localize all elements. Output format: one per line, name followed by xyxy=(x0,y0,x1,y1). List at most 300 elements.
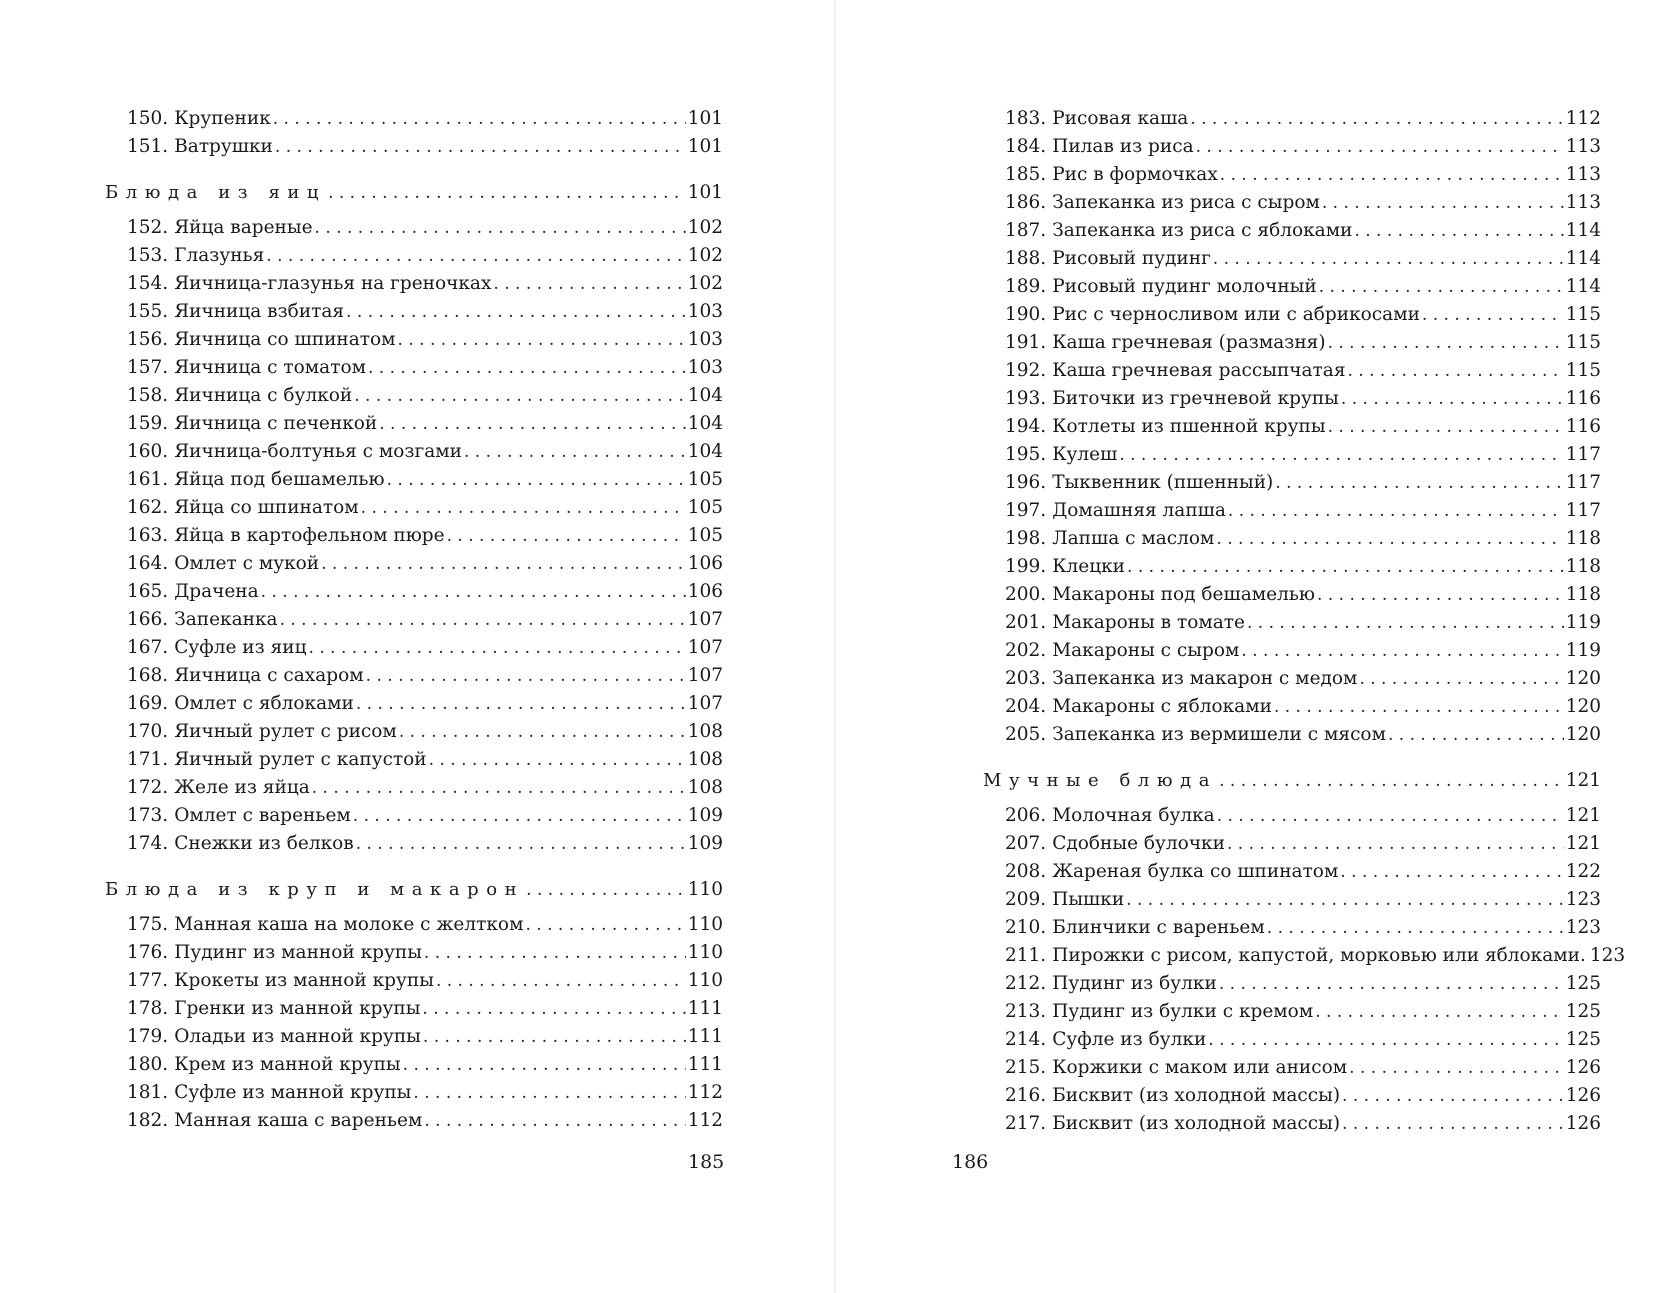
entry-title: Запеканка из вермишели с мясом xyxy=(1052,724,1386,745)
entry-page-number: 110 xyxy=(687,942,723,963)
dot-leader xyxy=(403,1051,686,1079)
entry-title: Манная каша на молоке с желтком xyxy=(174,914,524,935)
toc-entry xyxy=(983,858,1601,886)
entry-page-number: 108 xyxy=(687,721,723,742)
dot-leader xyxy=(353,802,686,830)
entry-number: 160. xyxy=(127,441,169,462)
entry-title: Яичный рулет с капустой xyxy=(174,749,427,770)
entry-number: 209. xyxy=(1005,889,1047,910)
entry-page-number: 104 xyxy=(687,413,723,434)
toc-entry xyxy=(105,939,723,967)
toc-entry xyxy=(983,802,1601,830)
dot-leader xyxy=(1354,217,1563,245)
entry-page-number: 114 xyxy=(1565,276,1601,297)
entry-number: 198. xyxy=(1005,528,1047,549)
dot-leader xyxy=(1208,1026,1563,1054)
section-title: Блюда из круп и макарон xyxy=(105,879,525,900)
entry-title: Пудинг из булки xyxy=(1052,973,1217,994)
dot-leader xyxy=(1328,413,1564,441)
entry-page-number: 115 xyxy=(1565,360,1601,381)
toc-entry xyxy=(983,609,1601,637)
right-page xyxy=(836,0,1671,1293)
entry-number: 215. xyxy=(1005,1057,1047,1078)
entry-title: Омлет с яблоками xyxy=(174,693,354,714)
dot-leader xyxy=(1267,914,1564,942)
entry-title: Макароны в томате xyxy=(1052,612,1245,633)
dot-leader xyxy=(1220,161,1564,189)
entry-title: Глазунья xyxy=(174,245,265,266)
toc-entry xyxy=(983,553,1601,581)
dot-leader xyxy=(1213,245,1564,273)
entry-number: 163. xyxy=(127,525,169,546)
entry-page-number: 113 xyxy=(1565,136,1601,157)
entry-number: 154. xyxy=(127,273,169,294)
entry-number: 178. xyxy=(127,998,169,1019)
entry-title: Коржики с маком или анисом xyxy=(1052,1057,1348,1078)
dot-leader xyxy=(1359,665,1563,693)
dot-leader xyxy=(356,830,686,858)
entry-title: Рисовый пудинг молочный xyxy=(1052,276,1317,297)
entry-number: 170. xyxy=(127,721,169,742)
toc-entry xyxy=(983,693,1601,721)
entry-number: 166. xyxy=(127,609,169,630)
entry-number: 187. xyxy=(1005,220,1047,241)
dot-leader xyxy=(1342,1110,1564,1138)
entry-page-number: 102 xyxy=(687,245,723,266)
toc-entry xyxy=(105,410,723,438)
entry-title: Манная каша с вареньем xyxy=(174,1110,423,1131)
entry-title: Молочная булка xyxy=(1052,805,1215,826)
entry-page-number: 109 xyxy=(687,833,723,854)
dot-leader xyxy=(1422,301,1564,329)
dot-leader xyxy=(1119,441,1563,469)
entry-title: Яичница взбитая xyxy=(174,301,345,322)
entry-number: 152. xyxy=(127,217,169,238)
entry-number: 195. xyxy=(1005,444,1047,465)
entry-number: 156. xyxy=(127,329,169,350)
toc-entry xyxy=(983,1026,1601,1054)
dot-leader xyxy=(1228,497,1564,525)
entry-title: Яичница со шпинатом xyxy=(174,329,396,350)
entry-title: Биточки из гречневой крупы xyxy=(1052,388,1339,409)
dot-leader xyxy=(413,1079,685,1107)
entry-title: Яичница-болтунья с мозгами xyxy=(174,441,462,462)
entry-number: 172. xyxy=(127,777,169,798)
entry-number: 162. xyxy=(127,497,169,518)
entry-page-number: 102 xyxy=(687,273,723,294)
toc-entry xyxy=(983,830,1601,858)
entry-number: 158. xyxy=(127,385,169,406)
entry-title: Крем из манной крупы xyxy=(174,1054,401,1075)
section-title: Мучные блюда xyxy=(983,770,1218,791)
entry-page-number: 101 xyxy=(687,136,723,157)
toc-entry xyxy=(105,1107,723,1135)
entry-title: Лапша с маслом xyxy=(1052,528,1215,549)
toc-entry xyxy=(983,105,1601,133)
entry-title: Омлет с вареньем xyxy=(174,805,351,826)
dot-leader xyxy=(273,105,686,133)
entry-number: 176. xyxy=(127,942,169,963)
entry-title: Каша гречневая (размазня) xyxy=(1052,332,1326,353)
toc-entry xyxy=(983,637,1601,665)
entry-page-number: 116 xyxy=(1565,388,1601,409)
toc-entry xyxy=(983,329,1601,357)
entry-page-number: 113 xyxy=(1565,164,1601,185)
entry-title: Пудинг из манной крупы xyxy=(174,942,422,963)
toc-entry xyxy=(983,998,1601,1026)
entry-title: Запеканка из риса с сыром xyxy=(1052,192,1320,213)
toc-entry xyxy=(105,606,723,634)
toc-entry xyxy=(983,161,1601,189)
entry-page-number: 101 xyxy=(687,182,723,203)
entry-number: 159. xyxy=(127,413,169,434)
entry-page-number: 105 xyxy=(687,469,723,490)
entry-number: 201. xyxy=(1005,612,1047,633)
entry-title: Яйца со шпинатом xyxy=(174,497,359,518)
entry-title: Яичный рулет с рисом xyxy=(174,721,397,742)
dot-leader xyxy=(1241,637,1563,665)
page-number-right: 186 xyxy=(952,1151,989,1173)
entry-title: Яичница с томатом xyxy=(174,357,366,378)
entry-page-number: 110 xyxy=(687,914,723,935)
entry-page-number: 109 xyxy=(687,805,723,826)
entry-number: 190. xyxy=(1005,304,1047,325)
entry-title: Рис в формочках xyxy=(1052,164,1218,185)
entry-number: 175. xyxy=(127,914,169,935)
toc-entry xyxy=(983,970,1601,998)
entry-page-number: 104 xyxy=(687,385,723,406)
dot-leader xyxy=(1196,133,1564,161)
entry-page-number: 118 xyxy=(1565,528,1601,549)
toc-entry xyxy=(105,550,723,578)
entry-title: Суфле из яиц xyxy=(174,637,307,658)
entry-page-number: 123 xyxy=(1565,889,1601,910)
entry-title: Пирожки с рисом, капустой, морковью или яблоками. xyxy=(1052,945,1586,966)
entry-page-number: 121 xyxy=(1565,770,1601,791)
entry-page-number: 115 xyxy=(1565,304,1601,325)
entry-number: 181. xyxy=(127,1082,169,1103)
entry-title: Кулеш xyxy=(1052,444,1118,465)
entry-page-number: 122 xyxy=(1565,861,1601,882)
toc-entry xyxy=(105,911,723,939)
entry-number: 191. xyxy=(1005,332,1047,353)
entry-page-number: 125 xyxy=(1565,1029,1601,1050)
toc-entry xyxy=(105,1051,723,1079)
dot-leader xyxy=(275,133,686,161)
dot-leader xyxy=(366,662,686,690)
entry-page-number: 105 xyxy=(687,497,723,518)
dot-leader xyxy=(1127,553,1564,581)
dot-leader xyxy=(398,326,686,354)
dot-leader xyxy=(261,578,686,606)
entry-page-number: 117 xyxy=(1565,500,1601,521)
toc-entry xyxy=(105,634,723,662)
toc-entry xyxy=(983,217,1601,245)
entry-number: 197. xyxy=(1005,500,1047,521)
entry-number: 174. xyxy=(127,833,169,854)
entry-number: 164. xyxy=(127,553,169,574)
toc-entry xyxy=(983,914,1601,942)
dot-leader xyxy=(1190,105,1563,133)
toc-entry xyxy=(105,214,723,242)
entry-page-number: 123 xyxy=(1565,917,1601,938)
entry-title: Суфле из булки xyxy=(1052,1029,1207,1050)
entry-title: Макароны с яблоками xyxy=(1052,696,1272,717)
toc-entry xyxy=(105,326,723,354)
toc-entry xyxy=(105,105,723,133)
entry-title: Яичница с булкой xyxy=(174,385,353,406)
entry-page-number: 117 xyxy=(1565,472,1601,493)
entry-page-number: 126 xyxy=(1565,1085,1601,1106)
entry-page-number: 104 xyxy=(687,441,723,462)
entry-number: 183. xyxy=(1005,108,1047,129)
toc-entry xyxy=(105,774,723,802)
dot-leader xyxy=(1126,886,1564,914)
toc-entry xyxy=(983,886,1601,914)
entry-page-number: 120 xyxy=(1565,696,1601,717)
entry-page-number: 112 xyxy=(1565,108,1601,129)
entry-number: 217. xyxy=(1005,1113,1047,1134)
entry-number: 155. xyxy=(127,301,169,322)
dot-leader xyxy=(346,298,686,326)
entry-number: 208. xyxy=(1005,861,1047,882)
toc-entry xyxy=(983,665,1601,693)
dot-leader xyxy=(1322,189,1564,217)
entry-title: Яичница с сахаром xyxy=(174,665,364,686)
entry-page-number: 108 xyxy=(687,777,723,798)
entry-title: Макароны под бешамелью xyxy=(1052,584,1316,605)
dot-leader xyxy=(1275,469,1563,497)
entry-page-number: 123 xyxy=(1589,945,1626,966)
toc-entry xyxy=(105,242,723,270)
dot-leader xyxy=(1342,1082,1564,1110)
entry-title: Желе из яйца xyxy=(174,777,310,798)
entry-number: 169. xyxy=(127,693,169,714)
toc-entry xyxy=(983,525,1601,553)
toc-entry xyxy=(105,746,723,774)
entry-number: 173. xyxy=(127,805,169,826)
dot-leader xyxy=(1348,357,1564,385)
entry-title: Запеканка из риса с яблоками xyxy=(1052,220,1353,241)
entry-page-number: 119 xyxy=(1565,640,1601,661)
entry-number: 213. xyxy=(1005,1001,1047,1022)
entry-page-number: 102 xyxy=(687,217,723,238)
dot-leader xyxy=(422,995,685,1023)
entry-number: 214. xyxy=(1005,1029,1047,1050)
entry-page-number: 111 xyxy=(687,1054,723,1075)
entry-title: Тыквенник (пшенный) xyxy=(1052,472,1274,493)
entry-title: Пилав из риса xyxy=(1052,136,1194,157)
entry-number: 199. xyxy=(1005,556,1047,577)
entry-title: Макароны с сыром xyxy=(1052,640,1240,661)
toc-entry xyxy=(983,357,1601,385)
dot-leader xyxy=(354,382,685,410)
toc-entry xyxy=(983,942,1626,970)
toc-list-left xyxy=(105,105,723,1135)
entry-page-number: 110 xyxy=(687,879,723,900)
entry-number: 212. xyxy=(1005,973,1047,994)
entry-number: 185. xyxy=(1005,164,1047,185)
entry-title: Яйца вареные xyxy=(174,217,313,238)
toc-entry xyxy=(983,1082,1601,1110)
dot-leader xyxy=(1216,525,1563,553)
entry-title: Снежки из белков xyxy=(174,833,354,854)
toc-entry xyxy=(105,802,723,830)
entry-title: Сдобные булочки xyxy=(1052,833,1225,854)
dot-leader xyxy=(464,438,686,466)
dot-leader xyxy=(1341,385,1564,413)
dot-leader xyxy=(493,270,685,298)
entry-title: Яичница с печенкой xyxy=(174,413,378,434)
dot-leader xyxy=(525,911,685,939)
entry-title: Пудинг из булки с кремом xyxy=(1052,1001,1314,1022)
entry-page-number: 106 xyxy=(687,581,723,602)
entry-number: 150. xyxy=(127,108,169,129)
entry-page-number: 107 xyxy=(687,637,723,658)
left-page xyxy=(0,0,835,1293)
entry-page-number: 121 xyxy=(1565,805,1601,826)
entry-title: Бисквит (из холодной массы) xyxy=(1052,1113,1341,1134)
toc-entry xyxy=(105,578,723,606)
entry-page-number: 114 xyxy=(1565,248,1601,269)
toc-entry xyxy=(105,382,723,410)
toc-section-heading xyxy=(983,767,1601,795)
entry-page-number: 113 xyxy=(1565,192,1601,213)
entry-title: Запеканка xyxy=(174,609,278,630)
dot-leader xyxy=(312,774,686,802)
entry-number: 161. xyxy=(127,469,169,490)
entry-page-number: 103 xyxy=(687,301,723,322)
entry-page-number: 117 xyxy=(1565,444,1601,465)
toc-entry xyxy=(105,1023,723,1051)
dot-leader xyxy=(436,967,686,995)
entry-number: 200. xyxy=(1005,584,1047,605)
entry-page-number: 107 xyxy=(687,609,723,630)
dot-leader xyxy=(1349,1054,1564,1082)
dot-leader xyxy=(429,746,686,774)
dot-leader xyxy=(1315,998,1563,1026)
toc-entry xyxy=(105,522,723,550)
dot-leader xyxy=(1219,970,1564,998)
entry-page-number: 111 xyxy=(687,998,723,1019)
entry-number: 196. xyxy=(1005,472,1047,493)
entry-page-number: 105 xyxy=(687,525,723,546)
toc-entry xyxy=(105,494,723,522)
toc-entry xyxy=(105,298,723,326)
entry-page-number: 112 xyxy=(687,1082,723,1103)
toc-entry xyxy=(105,354,723,382)
entry-number: 194. xyxy=(1005,416,1047,437)
entry-number: 189. xyxy=(1005,276,1047,297)
toc-entry xyxy=(105,967,723,995)
dot-leader xyxy=(280,606,686,634)
entry-number: 207. xyxy=(1005,833,1047,854)
dot-leader xyxy=(1328,329,1564,357)
toc-entry xyxy=(105,438,723,466)
dot-leader xyxy=(423,1023,686,1051)
entry-page-number: 126 xyxy=(1565,1113,1601,1134)
entry-page-number: 103 xyxy=(687,357,723,378)
entry-number: 168. xyxy=(127,665,169,686)
dot-leader xyxy=(424,1107,685,1135)
toc-entry xyxy=(105,466,723,494)
entry-page-number: 103 xyxy=(687,329,723,350)
entry-title: Клецки xyxy=(1052,556,1126,577)
entry-number: 202. xyxy=(1005,640,1047,661)
dot-leader xyxy=(1317,581,1564,609)
entry-number: 171. xyxy=(127,749,169,770)
entry-number: 216. xyxy=(1005,1085,1047,1106)
entry-title: Крокеты из манной крупы xyxy=(174,970,434,991)
dot-leader xyxy=(387,466,686,494)
toc-entry xyxy=(105,133,723,161)
toc-section-heading xyxy=(105,179,723,207)
entry-number: 157. xyxy=(127,357,169,378)
entry-number: 192. xyxy=(1005,360,1047,381)
entry-title: Яйца под бешамелью xyxy=(174,469,385,490)
entry-title: Рисовая каша xyxy=(1052,108,1189,129)
entry-page-number: 121 xyxy=(1565,833,1601,854)
dot-leader xyxy=(315,214,686,242)
entry-number: 167. xyxy=(127,637,169,658)
entry-title: Домашняя лапша xyxy=(1052,500,1226,521)
entry-page-number: 126 xyxy=(1565,1057,1601,1078)
toc-entry xyxy=(983,497,1601,525)
toc-entry xyxy=(983,385,1601,413)
toc-entry xyxy=(105,1079,723,1107)
entry-page-number: 120 xyxy=(1565,724,1601,745)
entry-number: 153. xyxy=(127,245,169,266)
entry-page-number: 101 xyxy=(687,108,723,129)
entry-number: 203. xyxy=(1005,668,1047,689)
entry-title: Рис с черносливом или с абрикосами xyxy=(1052,304,1420,325)
section-title: Блюда из яиц xyxy=(105,182,327,203)
dot-leader xyxy=(1217,802,1564,830)
entry-title: Омлет с мукой xyxy=(174,553,320,574)
dot-leader xyxy=(1247,609,1564,637)
entry-number: 151. xyxy=(127,136,169,157)
toc-entry xyxy=(983,721,1601,749)
toc-entry xyxy=(105,830,723,858)
entry-number: 180. xyxy=(127,1054,169,1075)
toc-entry xyxy=(983,273,1601,301)
entry-page-number: 116 xyxy=(1565,416,1601,437)
entry-number: 184. xyxy=(1005,136,1047,157)
toc-entry xyxy=(983,1054,1601,1082)
entry-number: 204. xyxy=(1005,696,1047,717)
entry-page-number: 107 xyxy=(687,693,723,714)
entry-page-number: 120 xyxy=(1565,668,1601,689)
entry-title: Каша гречневая рассыпчатая xyxy=(1052,360,1346,381)
toc-entry xyxy=(105,270,723,298)
entry-title: Пышки xyxy=(1052,889,1125,910)
entry-number: 186. xyxy=(1005,192,1047,213)
toc-entry xyxy=(983,469,1601,497)
entry-page-number: 118 xyxy=(1565,584,1601,605)
dot-leader xyxy=(328,179,686,207)
entry-title: Яйца в картофельном пюре xyxy=(174,525,445,546)
entry-title: Рисовый пудинг xyxy=(1052,248,1211,269)
dot-leader xyxy=(1319,273,1564,301)
dot-leader xyxy=(368,354,686,382)
entry-title: Гренки из манной крупы xyxy=(174,998,421,1019)
toc-entry xyxy=(983,189,1601,217)
toc-entry xyxy=(983,1110,1601,1138)
entry-number: 210. xyxy=(1005,917,1047,938)
dot-leader xyxy=(1388,721,1564,749)
entry-title: Жареная булка со шпинатом xyxy=(1052,861,1339,882)
entry-number: 205. xyxy=(1005,724,1047,745)
